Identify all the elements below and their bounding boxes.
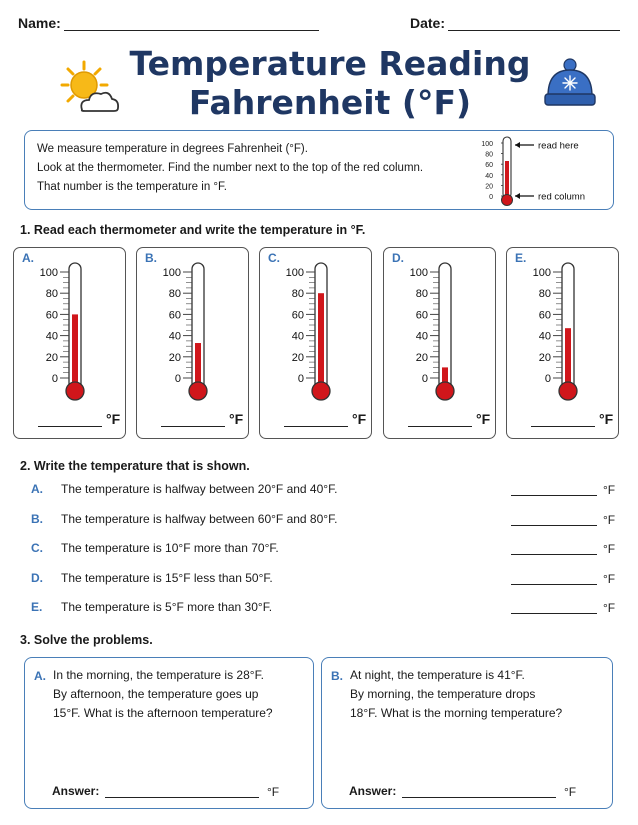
scale-label: 80 [291, 288, 304, 301]
name-label: Name: [18, 15, 61, 31]
arrow-head-icon [515, 193, 520, 199]
intro-line: That number is the temperature in °F. [37, 181, 227, 193]
question-letter: A. [31, 482, 43, 496]
mercury-column [195, 343, 201, 386]
answer-line[interactable] [105, 797, 259, 798]
question-text: The temperature is halfway between 60°F and 80°F. [61, 511, 338, 526]
problem-letter: A. [34, 669, 46, 683]
scale-label: 40 [538, 330, 551, 343]
scale-label: 0 [51, 373, 58, 385]
scale-label: 0 [297, 373, 304, 385]
answer-line[interactable] [511, 554, 597, 555]
question-letter: E. [31, 600, 43, 615]
example-tick-label: 40 [485, 172, 493, 180]
scale-label: 40 [168, 330, 181, 343]
example-tick-label: 100 [481, 141, 493, 148]
card-letter: D. [392, 251, 404, 265]
unit-label: °F [599, 411, 614, 427]
thermometer-card [13, 247, 126, 439]
unit-label: °F [603, 571, 616, 586]
scale-label: 20 [291, 351, 304, 364]
example-tick-label: 0 [489, 194, 493, 201]
scale-label: 60 [45, 309, 58, 322]
thermometer-bulb [66, 382, 84, 400]
unit-label: °F [267, 785, 280, 799]
section-3-title: 3. Solve the problems. [20, 633, 153, 647]
question-letter: B. [31, 511, 43, 526]
title-line-2: Fahrenheit (°F) [188, 83, 472, 122]
problem-text [53, 666, 313, 723]
question-letter: D. [31, 570, 43, 585]
scale-label: 40 [415, 330, 428, 343]
question-letter: C. [31, 541, 43, 556]
problem-card [321, 657, 613, 809]
card-letter: A. [22, 251, 34, 265]
page-title [120, 44, 540, 122]
thermometer [507, 262, 618, 412]
scale-label: 0 [544, 373, 551, 385]
unit-label: °F [564, 785, 577, 799]
scale-label: 60 [291, 309, 304, 322]
intro-line: Look at the thermometer. Find the number next to the top of the red column. [37, 162, 424, 174]
answer-line[interactable] [284, 426, 348, 427]
question-text: The temperature is 15°F less than 50°F. [61, 570, 273, 585]
answer-line[interactable] [38, 426, 102, 427]
scale-label: 80 [415, 288, 428, 301]
scale-label: 80 [45, 288, 58, 301]
answer-line[interactable] [402, 797, 556, 798]
title-line-1: Temperature Reading [129, 44, 531, 83]
unit-label: °F [106, 411, 121, 427]
scale-label: 100 [285, 267, 304, 279]
scale-label: 60 [168, 309, 181, 322]
scale-label: 100 [162, 267, 181, 279]
scale-label: 100 [409, 267, 428, 279]
section-2-title: 2. Write the temperature that is shown. [20, 459, 250, 473]
answer-line[interactable] [511, 584, 597, 585]
example-tick-label: 60 [485, 162, 493, 170]
scale-label: 20 [168, 351, 181, 364]
date-line[interactable] [448, 30, 620, 31]
answer-line[interactable] [531, 426, 595, 427]
thermometer-bulb [312, 382, 330, 400]
example-mercury [505, 161, 509, 198]
date-label: Date: [410, 15, 446, 31]
answer-line[interactable] [408, 426, 472, 427]
scale-label: 0 [421, 373, 428, 385]
thermometer-bulb [436, 382, 454, 400]
thermometer [384, 262, 495, 412]
red-column-label: red column [538, 191, 585, 203]
scale-label: 40 [45, 330, 58, 343]
unit-label: °F [476, 411, 491, 427]
name-line[interactable] [64, 30, 319, 31]
scale-label: 20 [415, 351, 428, 364]
thermometer-bulb [189, 382, 207, 400]
intro-line: We measure temperature in degrees Fahrenheit (°F). [37, 143, 308, 155]
scale-label: 40 [291, 330, 304, 343]
mercury-column [318, 293, 324, 386]
answer-line[interactable] [511, 495, 597, 496]
thermometer-card [506, 247, 619, 439]
thermometer [137, 262, 248, 412]
problem-line: By afternoon, the temperature goes up [53, 687, 259, 701]
answer-line[interactable] [511, 525, 597, 526]
example-tick-label: 80 [485, 151, 493, 159]
card-letter: E. [515, 251, 527, 265]
answer-label: Answer: [52, 784, 100, 798]
problem-line: 18°F. What is the morning temperature? [350, 706, 563, 720]
unit-label: °F [603, 512, 616, 527]
winter-hat-icon [542, 58, 598, 108]
arrow-head-icon [515, 142, 520, 148]
unit-label: °F [603, 601, 616, 616]
thermometer [14, 262, 125, 412]
example-thermometer [470, 134, 600, 208]
scale-label: 20 [45, 351, 58, 364]
thermometer-card [136, 247, 249, 439]
problem-card [24, 657, 314, 809]
unit-label: °F [229, 411, 244, 427]
mercury-column [565, 328, 571, 386]
example-bulb [502, 195, 513, 206]
sun-cloud-icon [52, 58, 122, 118]
question-text: The temperature is halfway between 20°F and 40°F. [61, 482, 338, 496]
answer-label: Answer: [349, 784, 397, 798]
problem-line: By morning, the temperature drops [350, 687, 536, 701]
scale-label: 80 [168, 288, 181, 301]
scale-label: 60 [538, 309, 551, 322]
scale-label: 60 [415, 309, 428, 322]
thermometer-bulb [559, 382, 577, 400]
intro-text [37, 140, 467, 197]
card-letter: C. [268, 251, 280, 265]
scale-label: 80 [538, 288, 551, 301]
card-letter: B. [145, 251, 157, 265]
question-text: The temperature is 5°F more than 30°F. [61, 600, 273, 615]
unit-label: °F [603, 542, 616, 557]
section-1-title: 1. Read each thermometer and write the temperature in °F. [20, 223, 366, 237]
scale-label: 0 [174, 373, 181, 385]
problem-text [350, 666, 610, 723]
question-text: The temperature is 10°F more than 70°F. [61, 541, 279, 556]
mercury-column [72, 314, 78, 386]
thermometer-card [259, 247, 372, 439]
unit-label: °F [352, 411, 367, 427]
scale-label: 100 [39, 267, 58, 279]
unit-label: °F [603, 483, 616, 497]
scale-label: 20 [538, 351, 551, 364]
thermometer [260, 262, 371, 412]
answer-line[interactable] [161, 426, 225, 427]
answer-line[interactable] [511, 613, 597, 614]
scale-label: 100 [532, 267, 551, 279]
problem-letter: B. [331, 669, 343, 683]
problem-line: In the morning, the temperature is 28°F. [53, 668, 264, 682]
problem-line: 15°F. What is the afternoon temperature? [53, 706, 273, 720]
problem-line: At night, the temperature is 41°F. [350, 668, 525, 682]
thermometer-card [383, 247, 496, 439]
example-tick-label: 20 [485, 183, 493, 191]
read-here-label: read here [538, 140, 579, 152]
